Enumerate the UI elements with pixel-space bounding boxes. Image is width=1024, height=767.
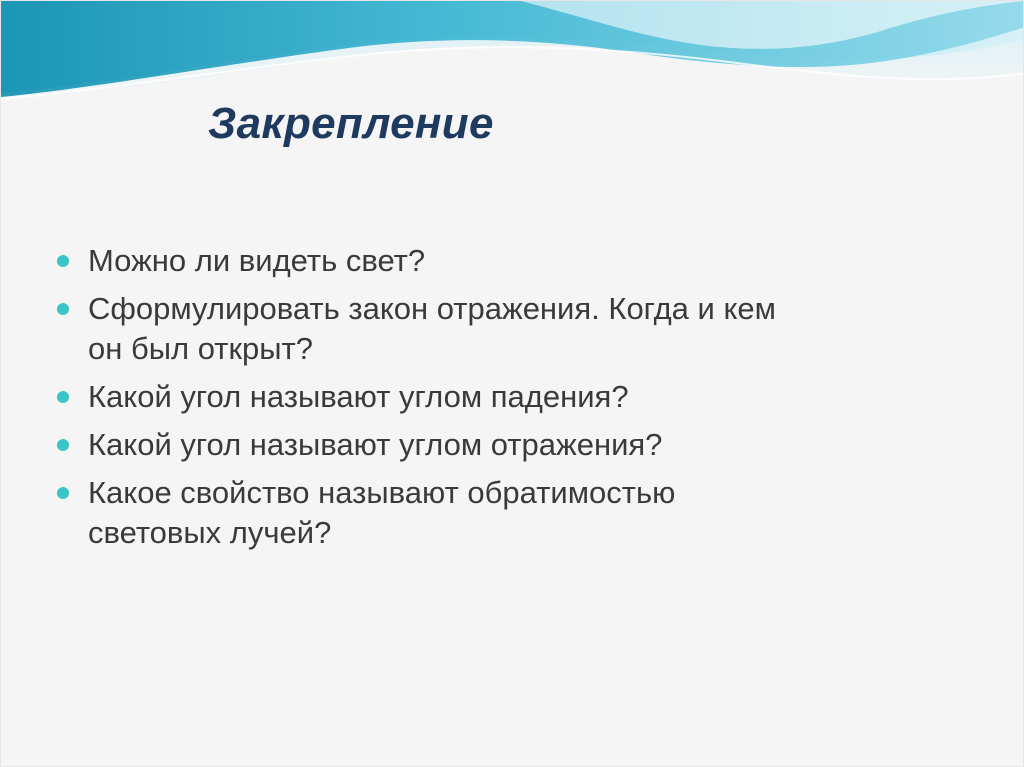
- wave-header-decoration: [1, 1, 1024, 121]
- slide-title: Закрепление: [208, 99, 494, 148]
- bullet-dot-icon: [57, 255, 69, 267]
- bullet-text: Какой угол называют углом падения?: [88, 379, 629, 414]
- bullet-dot-icon: [57, 391, 69, 403]
- bullet-item: [57, 289, 777, 369]
- bullet-text: Можно ли видеть свет?: [88, 243, 426, 278]
- bullet-text: Какое свойство называют обратимостью световых лучей?: [88, 475, 676, 550]
- bullet-list: [57, 241, 777, 561]
- bullet-dot-icon: [57, 303, 69, 315]
- bullet-dot-icon: [57, 487, 69, 499]
- bullet-text: Какой угол называют углом отражения?: [88, 427, 663, 462]
- bullet-dot-icon: [57, 439, 69, 451]
- bullet-item: [57, 425, 777, 465]
- bullet-text: Сформулировать закон отражения. Когда и кем он был открыт?: [88, 291, 776, 366]
- bullet-item: [57, 377, 777, 417]
- bullet-item: [57, 241, 777, 281]
- bullet-item: [57, 473, 777, 553]
